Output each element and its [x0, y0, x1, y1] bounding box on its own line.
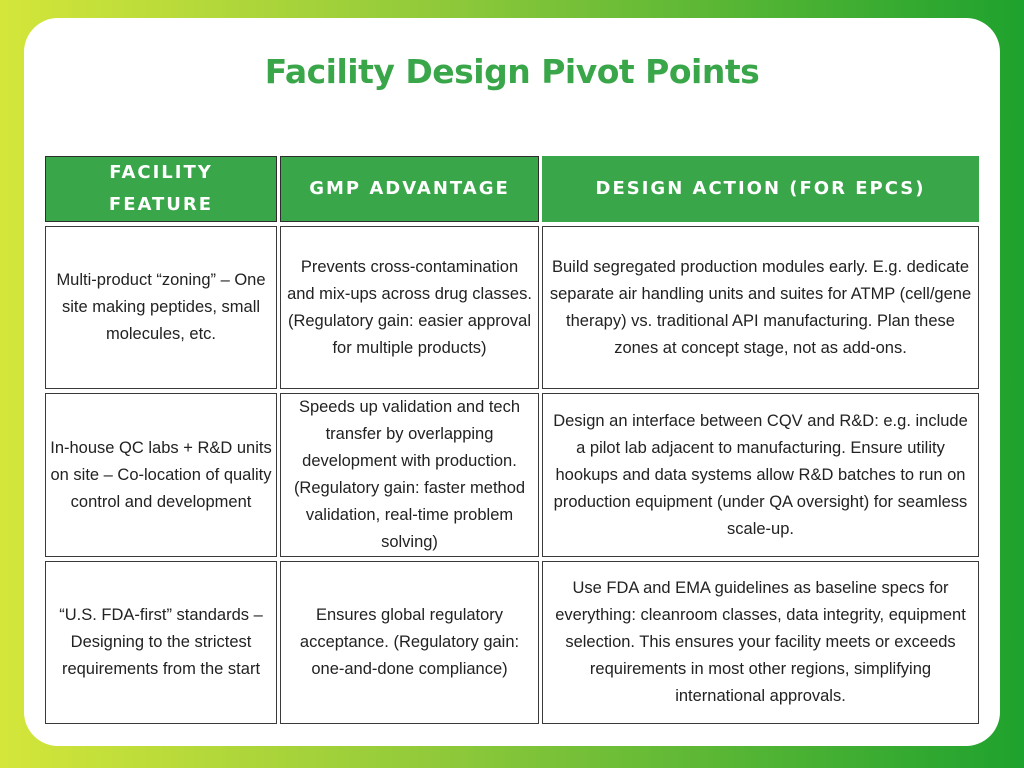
table-cell-feature [45, 226, 277, 389]
header-gmp-advantage [280, 156, 539, 222]
header-design-action [542, 156, 979, 222]
table-cell-feature [45, 393, 277, 557]
action-text: Build segregated production modules early. E.g. dedicate separate air handling units and suites for ATMP (cell/gene therapy) vs. traditional API manufacturing. Plan these zones at concept stage, not as add-ons. [549, 257, 972, 357]
feature-text: In-house QC labs + R&D units on site – Co-location of quality control and development [50, 438, 272, 511]
table-cell-action [542, 393, 979, 557]
advantage-text: Speeds up validation and tech transfer by overlapping development with production. (Regulatory gain: faster method validation, real-time problem solving) [293, 398, 526, 551]
action-text: Design an interface between CQV and R&D: e.g. include a pilot lab adjacent to manufacturing. Ensure utility hookups and data systems allow R&D batches to run on production equipment (under QA oversight) for seamless scale-up. [553, 411, 968, 538]
header-label: GMP ADVANTAGE [309, 178, 510, 199]
table-cell-advantage [280, 393, 539, 557]
table-cell-advantage [280, 226, 539, 389]
advantage-text: Prevents cross-contamination and mix-ups across drug classes. (Regulatory gain: easier approval for multiple products) [287, 257, 532, 357]
feature-text: “U.S. FDA-first” standards – Designing to the strictest requirements from the start [59, 606, 263, 678]
page-title: Facility Design Pivot Points [264, 52, 760, 91]
header-facility-feature [45, 156, 277, 222]
header-label: DESIGN ACTION (FOR EPCS) [595, 178, 926, 199]
table-cell-feature [45, 561, 277, 724]
header-label: FACILITY FEATURE [108, 162, 214, 215]
table-cell-action [542, 226, 979, 389]
table-cell-advantage [280, 561, 539, 724]
feature-text: Multi-product “zoning” – One site making peptides, small molecules, etc. [56, 271, 266, 343]
table-cell-action [542, 561, 979, 724]
advantage-text: Ensures global regulatory acceptance. (Regulatory gain: one-and-done compliance) [299, 606, 520, 678]
action-text: Use FDA and EMA guidelines as baseline specs for everything: cleanroom classes, data integrity, equipment selection. This ensures your facility meets or exceeds requirements in most other regions, simplifying international approvals. [555, 579, 966, 705]
